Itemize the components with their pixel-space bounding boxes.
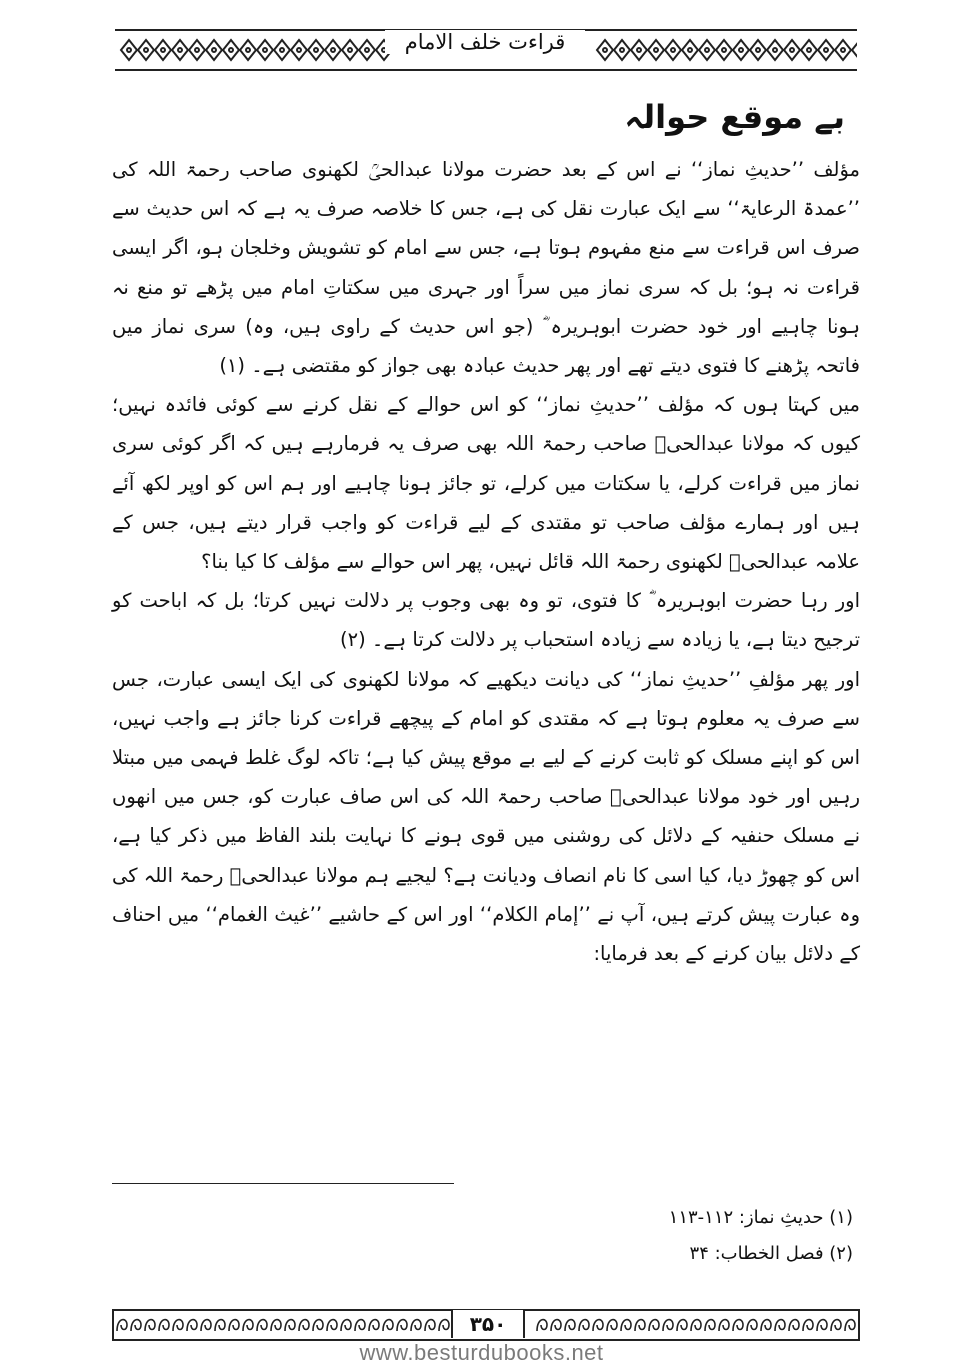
footnote: (۱) حدیثِ نماز: ۱۱۲-۱۱۳ [668,1207,853,1228]
section-heading: بے موقع حوالہ [624,98,845,136]
running-header-title: قراءت خلف الامام [385,30,585,54]
paragraph: اور رہا حضرت ابوہریرہ ؓ کا فتوی، تو وہ بھی وجوب پر دلالت نہیں کرتا؛ بل کہ اباحت کو ترجیح دیتا ہے، یا زیادہ سے زیادہ استحباب پر دلالت کرتا ہے۔ (۲) [112,589,860,652]
paragraph: میں کہتا ہوں کہ مؤلف ’’حدیثِ نماز‘‘ کو اس حوالے کے نقل کرنے سے کوئی فائدہ نہیں؛ کیوں کہ مولانا عبدالحیؒ صاحب رحمۃ اللہ بھی صرف یہ فرمارہے ہیں کہ اگر کوئی سری نماز میں قراءت کرلے، یا سکتات میں کرلے، تو جائز ہونا چاہیے اور ہم اس کو اوپر لکھ آئے ہیں اور ہمارے مؤلف صاحب تو مقتدی کے لیے قراءت کو واجب قرار دیتے ہیں، جس کے علامہ عبدالحیؒ لکھنوی رحمۃ اللہ قائل نہیں، پھر اس حوالے سے مؤلف کا کیا بنا؟ [112,393,860,574]
paragraph: اور پھر مؤلفِ ’’حدیثِ نماز‘‘ کی دیانت دیکھیے کہ مولانا لکھنوی کی ایک ایسی عبارت، جس سے صرف یہ معلوم ہوتا ہے کہ مقتدی کو امام کے پیچھے قراءت کرنا جائز ہے واجب نہیں، اس کو اپنے مسلک کو ثابت کرنے کے لیے بے موقع پیش کیا ہے؛ تاکہ لوگ غلط فہمی میں مبتلا رہیں اور خود مولانا عبدالحیؒ صاحب رحمۃ اللہ کی اس صاف عبارت کو، جس میں انھوں نے مسلک حنفیہ کے دلائل کی روشنی میں قوی ہونے کا نہایت بلند الفاظ میں ذکر کیا ہے، اس کو چھوڑ دیا، کیا اسی کا نام انصاف ودیانت ہے؟ لیجیے ہم مولانا عبدالحیؒ رحمۃ اللہ کی وہ عبارت پیش کرتے ہیں، آپ نے ’’إمام الکلام‘‘ اور اس کے حاشیے ’’غیث الغمام‘‘ میں احناف کے دلائل بیان کرنے کے بعد فرمایا: [112,667,860,966]
website-watermark: www.besturdubooks.net [359,1340,604,1365]
footnote: (۲) فصل الخطاب: ۳۴ [689,1243,853,1264]
footnotes [669,1200,853,1272]
footnote-divider [112,1183,454,1184]
paragraph: مؤلف ’’حدیثِ نماز‘‘ نے اس کے بعد حضرت مولانا عبدالحیؒ لکھنوی صاحب رحمۃ اللہ کی ’’عمدۃ الرعایۃ‘‘ سے ایک عبارت نقل کی ہے، جس کا خلاصہ صرف یہ ہے کہ اس حدیث سے صرف اس قراءت سے منع مفہوم ہوتا ہے، جس سے امام کو تشویش وخلجان ہو، اگر ایسی قراءت نہ ہو؛ بل کہ سری نماز میں سراً اور جہری میں سکتاتِ امام میں پڑھے تو منع نہ ہونا چاہیے اور خود حضرت ابوہریرہ ؓ (جو اس حدیث کے راوی ہیں، وہ) سری نماز میں فاتحہ پڑھنے کا فتوی دیتے تھے اور پھر حدیث عبادہ بھی جواز کو مقتضی ہے۔ (۱) [112,158,860,378]
body-text [112,150,860,973]
page-number: ۳۵۰ [451,1310,525,1338]
